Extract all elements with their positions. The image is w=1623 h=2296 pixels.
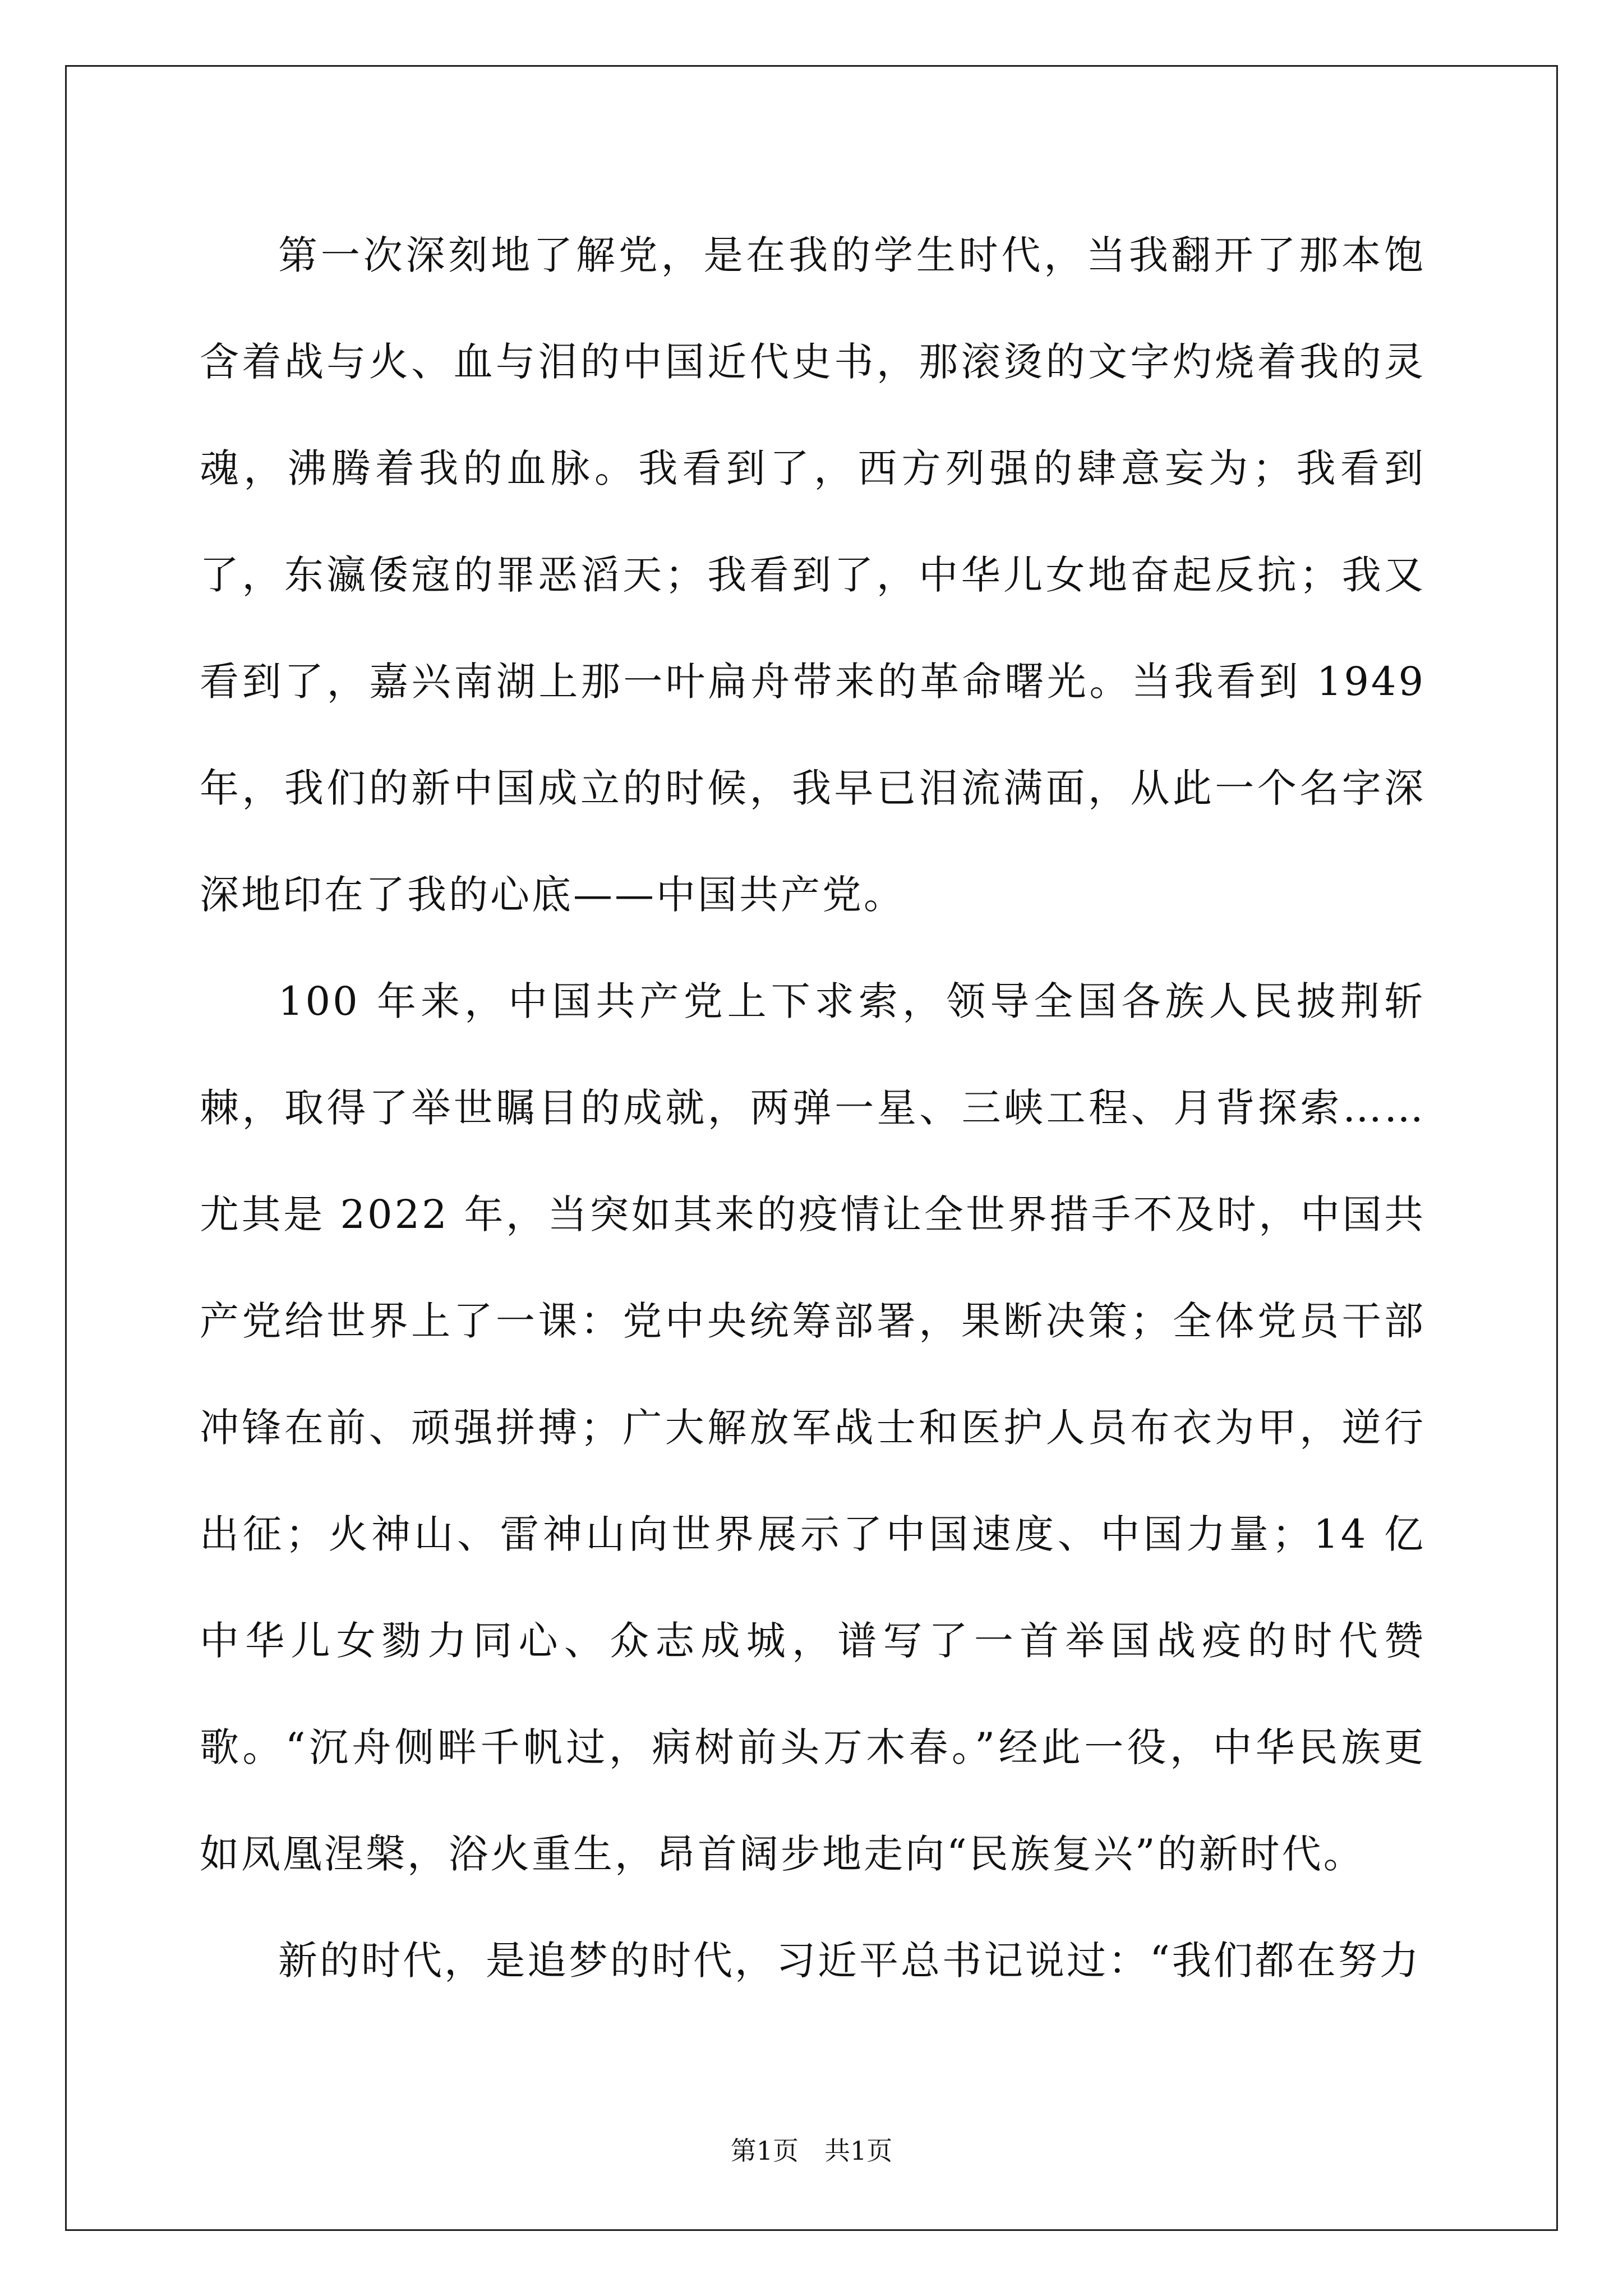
- paragraph-3: 新的时代，是追梦的时代，习近平总书记说过：“我们都在努力: [278, 1938, 1421, 1984]
- paragraph-2: 100 年来，中国共产党上下求索，领导全国各族人民披荆斩棘，取得了举世瞩目的成就，两弹一星、三峡工程、月背探索……尤其是 2022 年，当突如其来的疫情让全世界措手不及时，中国共产党给世界上了一课：党中央统筹部署，果断决策；全体党员干部冲锋在前、顽强拼搏；广大解放军战士和医护人员布衣为甲，逆行出征；火神山、雷神山向世界展示了中国速度、中国力量；14 亿中华儿女勠力同心、众志成城，谱写了一首举国战疫的时代赞歌。“沉舟侧畔千帆过，病树前头万木春。”经此一役，中华民族更如凤凰涅槃，浴火重生，昂首阔步地走向“民族复兴”的新时代。: [200, 978, 1426, 1877]
- paragraph-1: 第一次深刻地了解党，是在我的学生时代，当我翻开了那本饱含着战与火、血与泪的中国近代史书，那滚烫的文字灼烧着我的灵魂，沸腾着我的血脉。我看到了，西方列强的肆意妄为；我看到了，东瀛倭寇的罪恶滔天；我看到了，中华儿女地奋起反抗；我又看到了，嘉兴南湖上那一叶扁舟带来的革命曙光。当我看到 1949 年，我们的新中国成立的时候，我早已泪流满面，从此一个名字深深地印在了我的心底——中国共产党。: [200, 232, 1426, 918]
- document-body: [200, 202, 1426, 2014]
- page-footer: 第1页 共1页: [730, 2136, 893, 2166]
